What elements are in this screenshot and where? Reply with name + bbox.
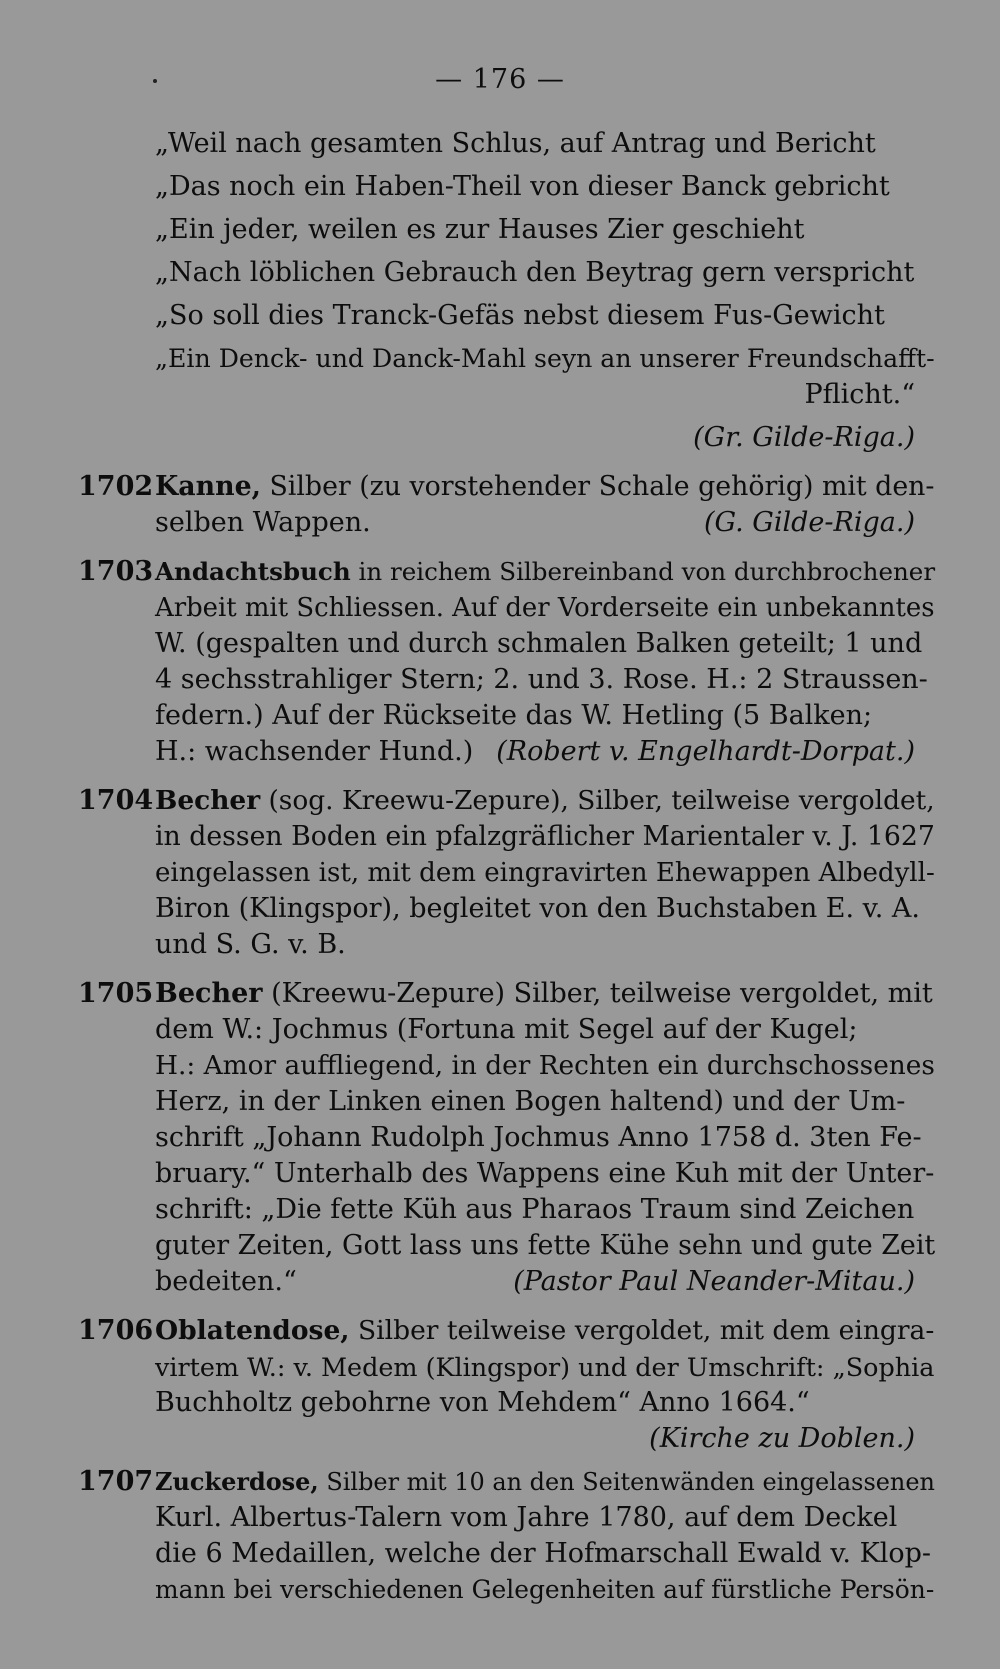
entry-text: (sog. Kreewu-Zepure), Silber, teilweise vergoldet, bbox=[260, 785, 935, 816]
entry-title: Kanne, bbox=[155, 471, 261, 502]
entry-line: Herz, in der Linken einen Bogen haltend) und der Um- bbox=[155, 1086, 906, 1117]
entry-text: in reichem Silbereinband von durchbrochener bbox=[350, 557, 936, 586]
entry-line: in dessen Boden ein pfalzgräflicher Marientaler v. J. 1627 bbox=[155, 821, 935, 852]
poem-line: „Weil nach gesamten Schlus, auf Antrag und Bericht bbox=[155, 128, 876, 159]
entry-line bbox=[155, 784, 935, 818]
entry-source: (Kirche zu Doblen.) bbox=[649, 1423, 915, 1454]
entry-line: mann bei verschiedenen Gelegenheiten auf fürstliche Persön- bbox=[155, 1575, 935, 1604]
entry-text: Silber teilweise vergoldet, mit dem eingra- bbox=[349, 1315, 935, 1346]
entry-line bbox=[155, 470, 935, 504]
entry-text: (Kreewu-Zepure) Silber, teilweise vergoldet, mit bbox=[262, 978, 933, 1009]
entry-number: 1705 bbox=[78, 978, 154, 1009]
entry-line: 4 sechsstrahliger Stern; 2. und 3. Rose. H.: 2 Straussen- bbox=[155, 664, 928, 695]
entry-line bbox=[155, 1314, 934, 1348]
poem-line: „Nach löblichen Gebrauch den Beytrag gern verspricht bbox=[155, 257, 915, 288]
entry-line: virtem W.: v. Medem (Klingspor) und der Umschrift: „Sophia bbox=[155, 1352, 935, 1382]
entry-source: (Robert v. Engelhardt-Dorpat.) bbox=[496, 736, 915, 767]
poem-line: Pflicht.“ bbox=[804, 379, 915, 410]
entry-line bbox=[155, 735, 915, 769]
entry-line: Buchholtz gebohrne von Mehdem“ Anno 1664.“ bbox=[155, 1387, 810, 1418]
entry-title: Oblatendose, bbox=[155, 1315, 350, 1346]
entry-line: schrift „Johann Rudolph Jochmus Anno 1758 d. 3ten Fe- bbox=[155, 1122, 922, 1153]
entry-line: Kurl. Albertus-Talern vom Jahre 1780, auf dem Deckel bbox=[155, 1502, 898, 1533]
poem-line: „Das noch ein Haben-Theil von dieser Banck gebricht bbox=[155, 171, 890, 202]
entry-line: bruary.“ Unterhalb des Wappens eine Kuh mit der Unter- bbox=[155, 1158, 935, 1189]
entry-line: Biron (Klingspor), begleitet von den Buchstaben E. v. A. bbox=[155, 893, 920, 924]
entry-line: dem W.: Jochmus (Fortuna mit Segel auf der Kugel; bbox=[155, 1014, 858, 1045]
poem-line: „So soll dies Tranck-Gefäs nebst diesem Fus-Gewicht bbox=[155, 300, 885, 331]
entry-line bbox=[155, 977, 933, 1011]
entry-text: Silber mit 10 an den Seitenwänden eingelassenen bbox=[318, 1468, 935, 1496]
entry-line: die 6 Medaillen, welche der Hofmarschall Ewald v. Klop- bbox=[155, 1538, 932, 1569]
entry-line: W. (gespalten und durch schmalen Balken geteilt; 1 und bbox=[155, 628, 923, 659]
entry-number: 1702 bbox=[78, 471, 154, 502]
entry-text: selben Wappen. bbox=[155, 507, 371, 538]
entry-title: Zuckerdose, bbox=[155, 1468, 319, 1496]
page-number: — 176 — bbox=[435, 64, 565, 95]
entry-line bbox=[155, 555, 935, 589]
entry-line: guter Zeiten, Gott lass uns fette Kühe sehn und gute Zeit bbox=[155, 1230, 936, 1261]
entry-line: H.: Amor auffliegend, in der Rechten ein durchschossenes bbox=[155, 1051, 935, 1081]
entry-number: 1703 bbox=[78, 556, 154, 587]
poem-line: „Ein Denck- und Danck-Mahl seyn an unserer Freundschafft- bbox=[155, 344, 935, 373]
entry-line bbox=[155, 1265, 915, 1299]
entry-title: Becher bbox=[155, 785, 261, 816]
entry-line bbox=[155, 1465, 935, 1499]
entry-text: H.: wachsender Hund.) bbox=[155, 736, 474, 767]
entry-source: (Pastor Paul Neander-Mitau.) bbox=[513, 1266, 915, 1297]
poem-source: (Gr. Gilde-Riga.) bbox=[693, 422, 915, 453]
entry-title: Becher bbox=[155, 978, 263, 1009]
entry-line bbox=[155, 506, 915, 540]
entry-text: bedeiten.“ bbox=[155, 1266, 297, 1297]
entry-line: und S. G. v. B. bbox=[155, 929, 346, 960]
entry-number: 1706 bbox=[78, 1315, 154, 1346]
entry-line: federn.) Auf der Rückseite das W. Hetling (5 Balken; bbox=[155, 700, 873, 731]
entry-number: 1704 bbox=[78, 785, 154, 816]
entry-text: Silber (zu vorstehender Schale gehörig) mit den- bbox=[260, 471, 935, 502]
entry-title: Andachtsbuch bbox=[155, 557, 351, 586]
poem-line: „Ein jeder, weilen es zur Hauses Zier geschieht bbox=[155, 214, 805, 245]
entry-line: Arbeit mit Schliessen. Auf der Vorderseite ein unbekanntes bbox=[155, 593, 935, 623]
entry-number: 1707 bbox=[78, 1466, 154, 1497]
entry-line: schrift: „Die fette Küh aus Pharaos Traum sind Zeichen bbox=[155, 1194, 915, 1225]
entry-line: eingelassen ist, mit dem eingravirten Ehewappen Albedyll- bbox=[155, 858, 935, 888]
entry-source: (G. Gilde-Riga.) bbox=[704, 507, 915, 538]
